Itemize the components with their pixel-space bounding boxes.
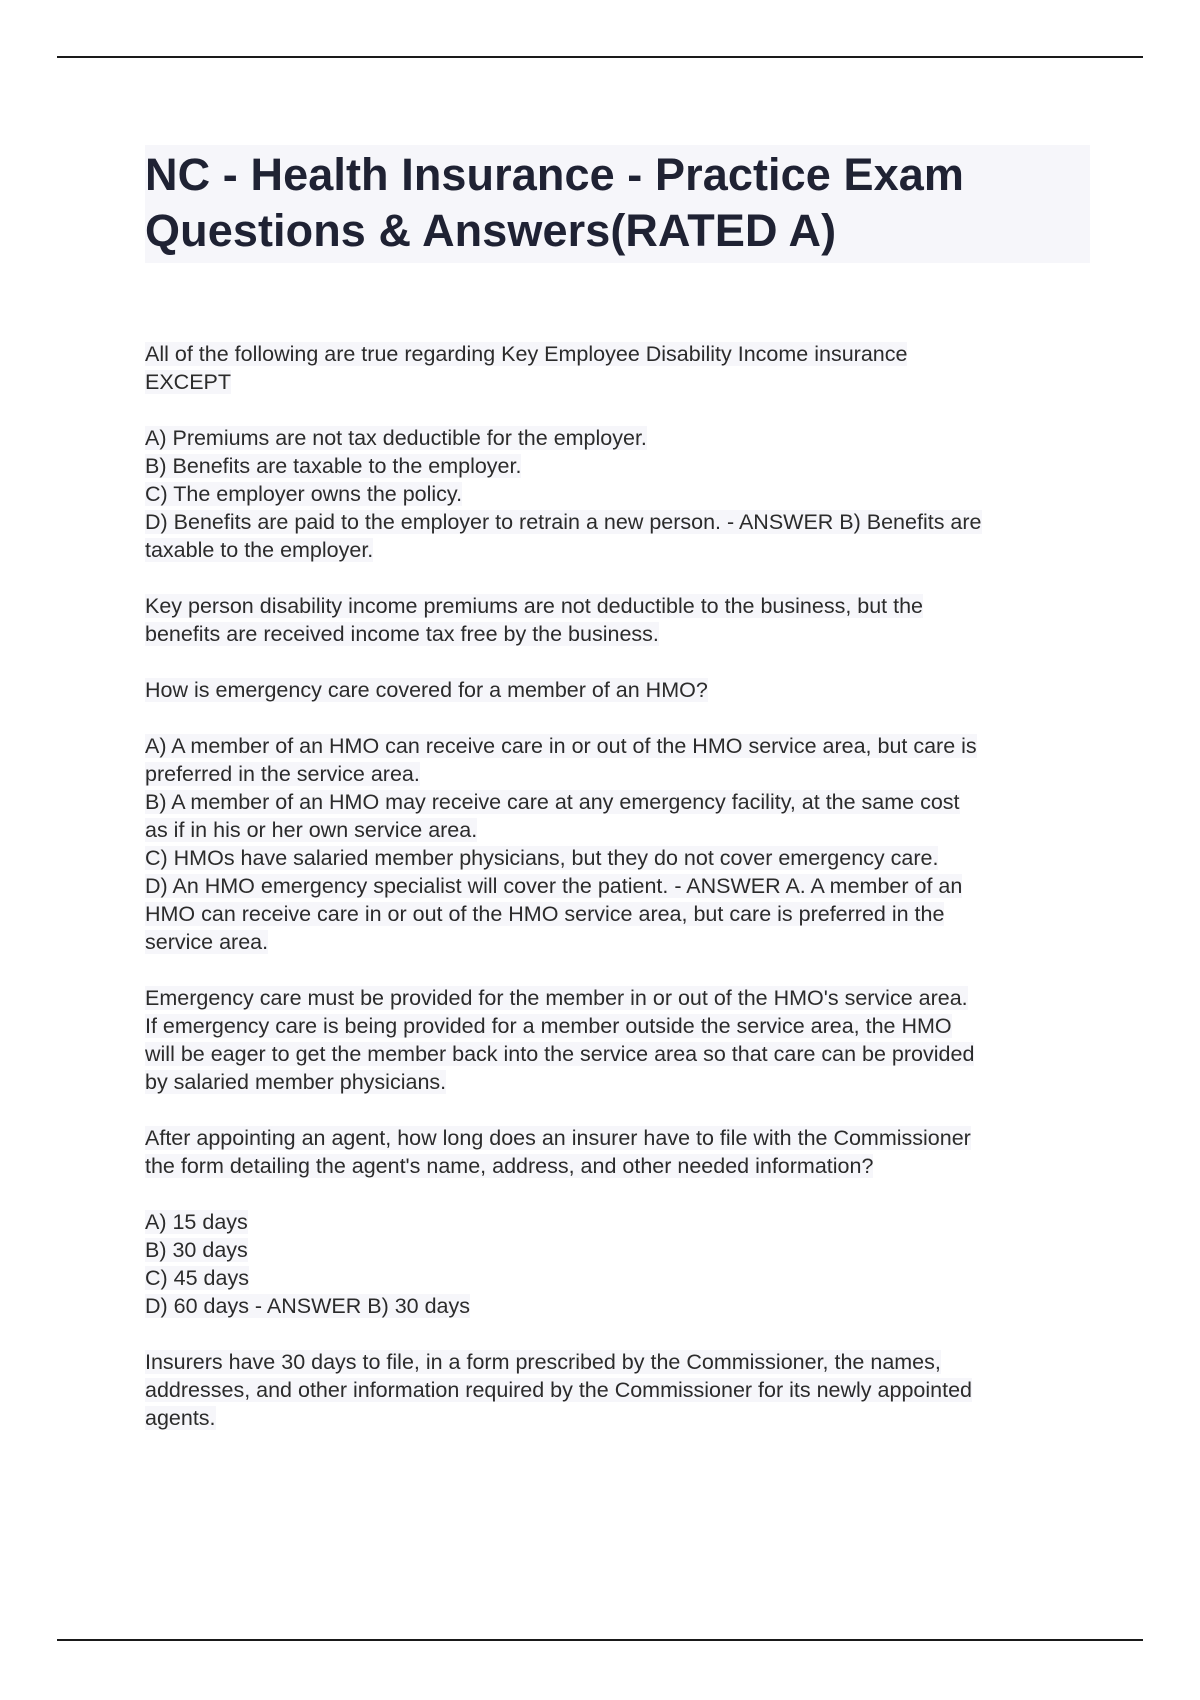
paragraph xyxy=(145,984,1090,1096)
text-line-content: by salaried member physicians. xyxy=(145,1070,447,1094)
text-line-content: A) A member of an HMO can receive care in or out of the HMO service area, but care is xyxy=(145,734,977,758)
text-line xyxy=(145,732,1090,760)
text-line-content: How is emergency care covered for a member of an HMO? xyxy=(145,678,708,702)
document-body xyxy=(145,340,1090,1460)
text-line xyxy=(145,844,1090,872)
paragraph xyxy=(145,732,1090,956)
text-line xyxy=(145,508,1090,536)
text-line-content: After appointing an agent, how long does an insurer have to file with the Commissioner xyxy=(145,1126,971,1150)
text-line-content: EXCEPT xyxy=(145,370,232,394)
text-line xyxy=(145,984,1090,1012)
text-line-content: If emergency care is being provided for a member outside the service area, the HMO xyxy=(145,1014,952,1038)
paragraph xyxy=(145,1124,1090,1180)
text-line-content: HMO can receive care in or out of the HMO service area, but care is preferred in the xyxy=(145,902,945,926)
text-line xyxy=(145,760,1090,788)
text-line xyxy=(145,1348,1090,1376)
text-line xyxy=(145,1152,1090,1180)
text-line-content: Key person disability income premiums are not deductible to the business, but the xyxy=(145,594,924,618)
text-line-content: preferred in the service area. xyxy=(145,762,420,786)
text-line xyxy=(145,1012,1090,1040)
text-line xyxy=(145,592,1090,620)
text-line-content: service area. xyxy=(145,930,269,954)
text-line-content: B) Benefits are taxable to the employer. xyxy=(145,454,522,478)
text-line xyxy=(145,928,1090,956)
text-line xyxy=(145,480,1090,508)
paragraph xyxy=(145,424,1090,564)
top-rule xyxy=(57,56,1143,58)
text-line-content: C) The employer owns the policy. xyxy=(145,482,463,506)
text-line xyxy=(145,1376,1090,1404)
text-line-content: D) 60 days - ANSWER B) 30 days xyxy=(145,1294,470,1318)
text-line xyxy=(145,676,1090,704)
text-line-content: C) 45 days xyxy=(145,1266,249,1290)
text-line-content: will be eager to get the member back into the service area so that care can be provided xyxy=(145,1042,975,1066)
paragraph xyxy=(145,1208,1090,1320)
text-line-content: Insurers have 30 days to file, in a form prescribed by the Commissioner, the names, xyxy=(145,1350,941,1374)
text-line xyxy=(145,788,1090,816)
text-line xyxy=(145,1068,1090,1096)
text-line xyxy=(145,536,1090,564)
title-line-2: Questions & Answers(RATED A) xyxy=(145,205,837,256)
text-line xyxy=(145,620,1090,648)
text-line-content: C) HMOs have salaried member physicians, but they do not cover emergency care. xyxy=(145,846,939,870)
text-line xyxy=(145,452,1090,480)
title-line-1: NC - Health Insurance - Practice Exam xyxy=(145,149,964,200)
paragraph xyxy=(145,592,1090,648)
text-line xyxy=(145,1040,1090,1068)
paragraph xyxy=(145,340,1090,396)
text-line xyxy=(145,1236,1090,1264)
text-line-content: B) A member of an HMO may receive care at any emergency facility, at the same cost xyxy=(145,790,960,814)
text-line xyxy=(145,340,1090,368)
text-line-content: D) An HMO emergency specialist will cover the patient. - ANSWER A. A member of an xyxy=(145,874,963,898)
paragraph xyxy=(145,676,1090,704)
text-line xyxy=(145,900,1090,928)
text-line xyxy=(145,816,1090,844)
text-line xyxy=(145,368,1090,396)
text-line-content: All of the following are true regarding Key Employee Disability Income insurance xyxy=(145,342,908,366)
text-line-content: taxable to the employer. xyxy=(145,538,374,562)
text-line xyxy=(145,872,1090,900)
text-line xyxy=(145,1292,1090,1320)
text-line xyxy=(145,424,1090,452)
text-line-content: the form detailing the agent's name, address, and other needed information? xyxy=(145,1154,874,1178)
document-title xyxy=(145,147,1090,259)
text-line-content: A) Premiums are not tax deductible for the employer. xyxy=(145,426,647,450)
text-line-content: A) 15 days xyxy=(145,1210,248,1234)
text-line xyxy=(145,1404,1090,1432)
text-line-content: benefits are received income tax free by the business. xyxy=(145,622,659,646)
text-line xyxy=(145,1264,1090,1292)
text-line xyxy=(145,1124,1090,1152)
text-line xyxy=(145,1208,1090,1236)
text-line-content: B) 30 days xyxy=(145,1238,248,1262)
text-line-content: D) Benefits are paid to the employer to retrain a new person. - ANSWER B) Benefits are xyxy=(145,510,982,534)
text-line-content: addresses, and other information required by the Commissioner for its newly appointed xyxy=(145,1378,972,1402)
bottom-rule xyxy=(57,1639,1143,1641)
title-block xyxy=(145,145,1090,263)
paragraph xyxy=(145,1348,1090,1432)
text-line-content: as if in his or her own service area. xyxy=(145,818,478,842)
text-line-content: Emergency care must be provided for the member in or out of the HMO's service area. xyxy=(145,986,968,1010)
text-line-content: agents. xyxy=(145,1406,216,1430)
